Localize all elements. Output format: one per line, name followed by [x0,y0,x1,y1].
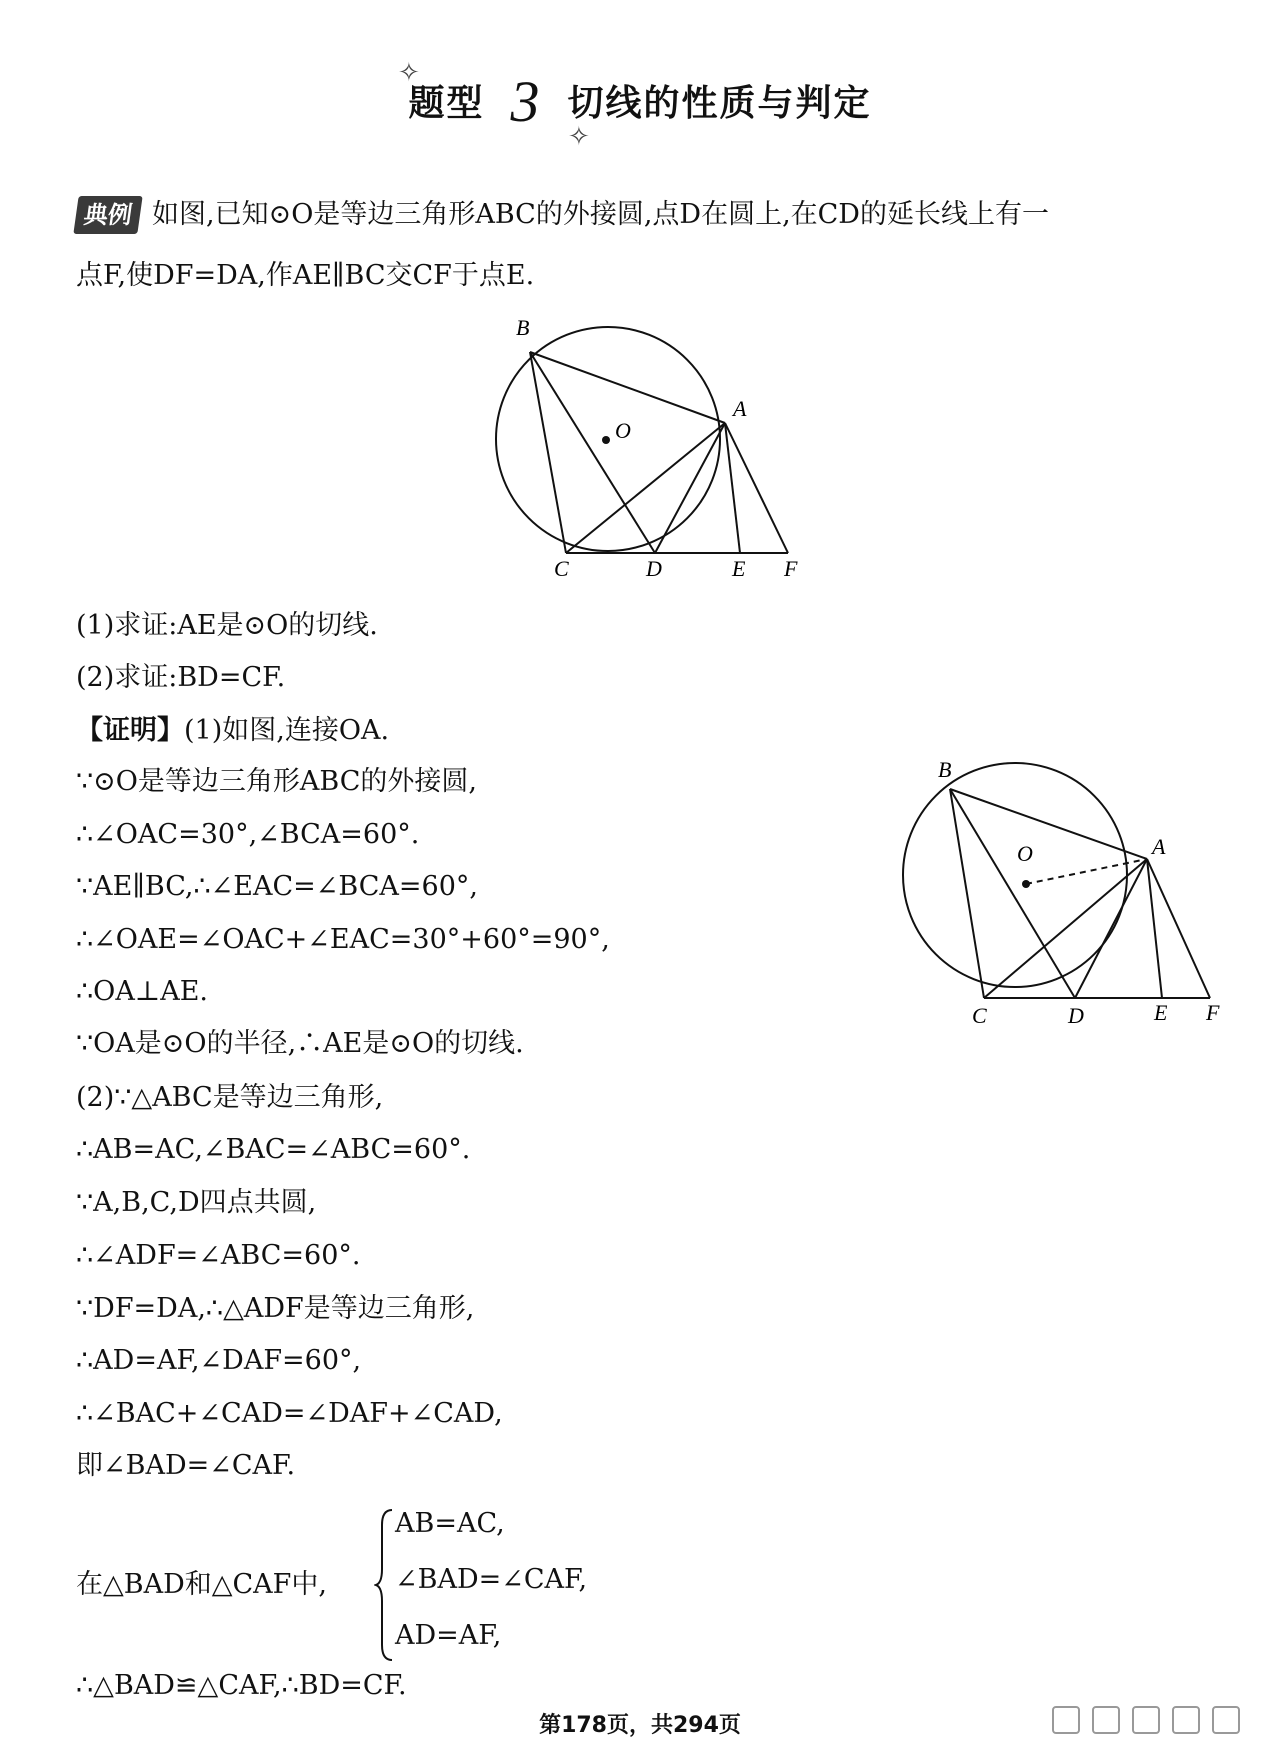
circumcircle [903,763,1127,987]
example-tag: 典例 [73,196,142,234]
page-toggle[interactable] [1052,1706,1240,1734]
label-C: C [554,556,569,581]
label-B: B [516,315,530,340]
label-D: D [646,556,662,581]
proof-line: ∴∠BAC+∠CAD=∠DAF+∠CAD, [76,1398,503,1429]
proof-line: ∴∠OAE=∠OAC+∠EAC=30°+60°=90°, [76,924,610,955]
label-O: O [615,418,631,443]
center-point [602,436,610,444]
proof-line: ∴∠ADF=∠ABC=60°. [76,1240,361,1271]
square-icon[interactable] [1212,1706,1240,1734]
label-C: C [972,1003,987,1028]
label-F: F [1206,1000,1220,1025]
section-topic: 切线的性质与判定 [567,83,872,124]
label-A: A [733,396,747,421]
proof-line: ∴AB=AC,∠BAC=∠ABC=60°. [76,1134,471,1165]
proof-line: ∵AE∥BC,∴∠EAC=∠BCA=60°, [76,871,478,902]
system-line: AB=AC, [395,1508,505,1539]
proof-line: 即∠BAD=∠CAF. [76,1450,296,1481]
label-E: E [732,556,746,581]
square-icon[interactable] [1052,1706,1080,1734]
section-prefix: 题型 [408,83,485,124]
proof-line: ∵⊙O是等边三角形ABC的外接圆, [76,766,478,797]
sparkle-icon: ✧ [568,122,590,152]
left-brace [374,1507,396,1663]
proof-conclusion: ∴△BAD≌△CAF,∴BD=CF. [76,1670,407,1701]
example-line-2: 点F,使DF=DA,作AE∥BC交CF于点E. [76,260,535,291]
label-O: O [1017,841,1033,866]
figure-1 [470,305,820,590]
proof-line: ∴OA⊥AE. [76,976,208,1007]
system-line: ∠BAD=∠CAF, [395,1564,588,1595]
proof-start: 【证明】(1)如图,连接OA. [76,715,390,746]
figure-2 [890,755,1240,1035]
square-icon[interactable] [1092,1706,1120,1734]
system-line: AD=AF, [395,1620,502,1651]
label-D: D [1068,1003,1084,1028]
system-prefix: 在△BAD和△CAF中, [76,1569,327,1600]
square-icon[interactable] [1132,1706,1160,1734]
radius-OA [1026,859,1147,884]
question-1: (1)求证:AE是⊙O的切线. [76,610,378,641]
proof-line: ∴∠OAC=30°,∠BCA=60°. [76,819,420,850]
square-icon[interactable] [1172,1706,1200,1734]
label-F: F [784,556,798,581]
proof-line: ∴AD=AF,∠DAF=60°, [76,1345,362,1376]
question-2: (2)求证:BD=CF. [76,662,286,693]
label-E: E [1154,1000,1168,1025]
sparkle-icon: ✧ [398,58,420,88]
proof-tag: 【证明】 [76,715,184,746]
label-B: B [938,757,952,782]
proof-line: ∵OA是⊙O的半径,∴AE是⊙O的切线. [76,1028,524,1059]
section-title [0,68,1280,135]
example-line-1: 典例 如图,已知⊙O是等边三角形ABC的外接圆,点D在圆上,在CD的延长线上有一 [76,196,1049,234]
page-indicator: 第178页，共294页 [539,1713,741,1738]
proof-line: (2)∵△ABC是等边三角形, [76,1082,384,1113]
proof-line: ∵DF=DA,∴△ADF是等边三角形, [76,1293,475,1324]
proof-line: ∵A,B,C,D四点共圆, [76,1187,317,1218]
label-A: A [1152,834,1166,859]
center-point [1022,880,1030,888]
section-number: 3 [510,69,542,134]
